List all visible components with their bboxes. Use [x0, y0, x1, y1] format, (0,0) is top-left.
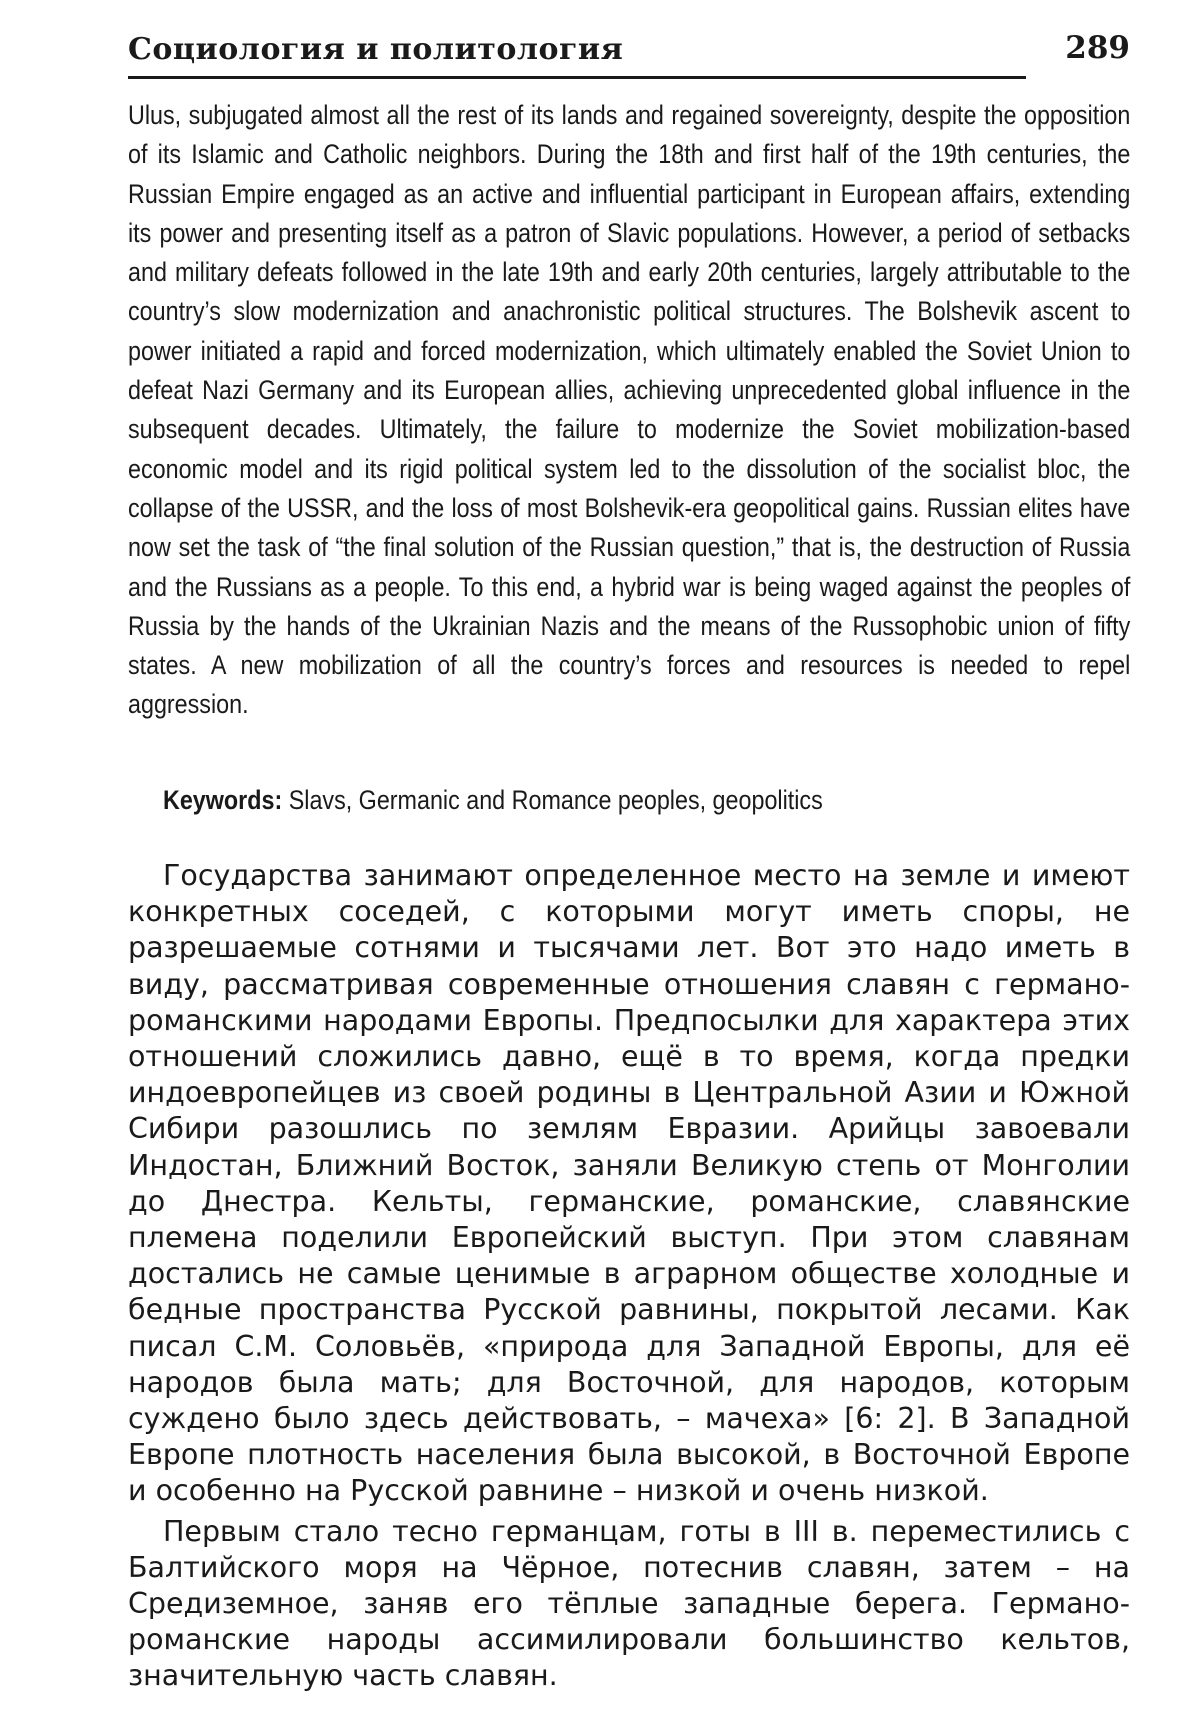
keywords-label: Keywords: — [163, 785, 289, 815]
paragraph: Государства занимают определенное место на земле и имеют конкретных соседей, с которыми могут иметь споры, не разрешаемые сотнями и тысячами лет. Вот это надо иметь в виду, рассматривая современные отношения славян с германо-романскими народами Европы. Предпосылки для характера этих отношений сложились давно, ещё в то время, когда предки индоевропейцев из своей родины в Центральной Азии и Южной Сибири разошлись по землям Евразии. Арийцы завоевали Индостан, Ближний Восток, заняли Великую степь от Монголии до Днестра. Кельты, германские, романские, славянские племена поделили Европейский выступ. При этом славянам достались не самые ценимые в аграрном обществе холодные и бедные пространства Русской равнины, покрытой лесами. Как писал С.М. Соловьёв, «природа для Западной Европы, для её народов была мать; для Восточной, для народов, которым суждено было здесь действовать, – мачеха» [6: 2]. В Западной Европе плотность населения была высокой, в Восточной Европе и особенно на Русской равнине – низкой и очень низкой. — [128, 859, 1130, 1508]
section-title: Социология и политология — [128, 32, 624, 67]
page-number: 289 — [1065, 30, 1130, 66]
main-text — [128, 858, 1130, 1695]
header-rule — [128, 76, 1026, 79]
abstract-text: Ulus, subjugated almost all the rest of its lands and regained sovereignty, despite the opposition of its Islamic and Catholic neighbors. During the 18th and first half of the 19th centuries, the Russian Empire engaged as an active and influential participant in European affairs, extending its power and presenting itself as a patron of Slavic populations. However, a period of setbacks and military defeats followed in the late 19th and early 20th centuries, largely attributable to the country’s slow modernization and anachronistic political structures. The Bolshevik ascent to power initiated a rapid and forced modernization, which ultimately enabled the Soviet Union to defeat Nazi Germany and its European allies, achieving unprecedented global influence in the subsequent decades. Ultimately, the failure to modernize the Soviet mobilization-based economic model and its rigid political system led to the dissolution of the socialist bloc, the collapse of the USSR, and the loss of most Bolshevik-era geopolitical gains. Russian elites have now set the task of “the final solution of the Russian question,” that is, the destruction of Russia and the Russians as a people. To this end, a hybrid war is being waged against the peoples of Russia by the hands of the Ukrainian Nazis and the means of the Russophobic union of fifty states. A new mobilization of all the country’s forces and resources is needed to repel aggression. — [128, 100, 1131, 720]
keywords-value: Slavs, Germanic and Romance peoples, geopolitics — [288, 785, 823, 815]
running-header — [128, 28, 1130, 78]
english-abstract — [128, 96, 1130, 725]
keywords-line — [163, 781, 823, 820]
paragraph: Первым стало тесно германцам, готы в III в. переместились с Балтийского моря на Чёрное, потеснив славян, затем – на Средиземное, заняв его тёплые западные берега. Германо-романские народы ассимилировали большинство кельтов, значительную часть славян. — [128, 1514, 1130, 1693]
